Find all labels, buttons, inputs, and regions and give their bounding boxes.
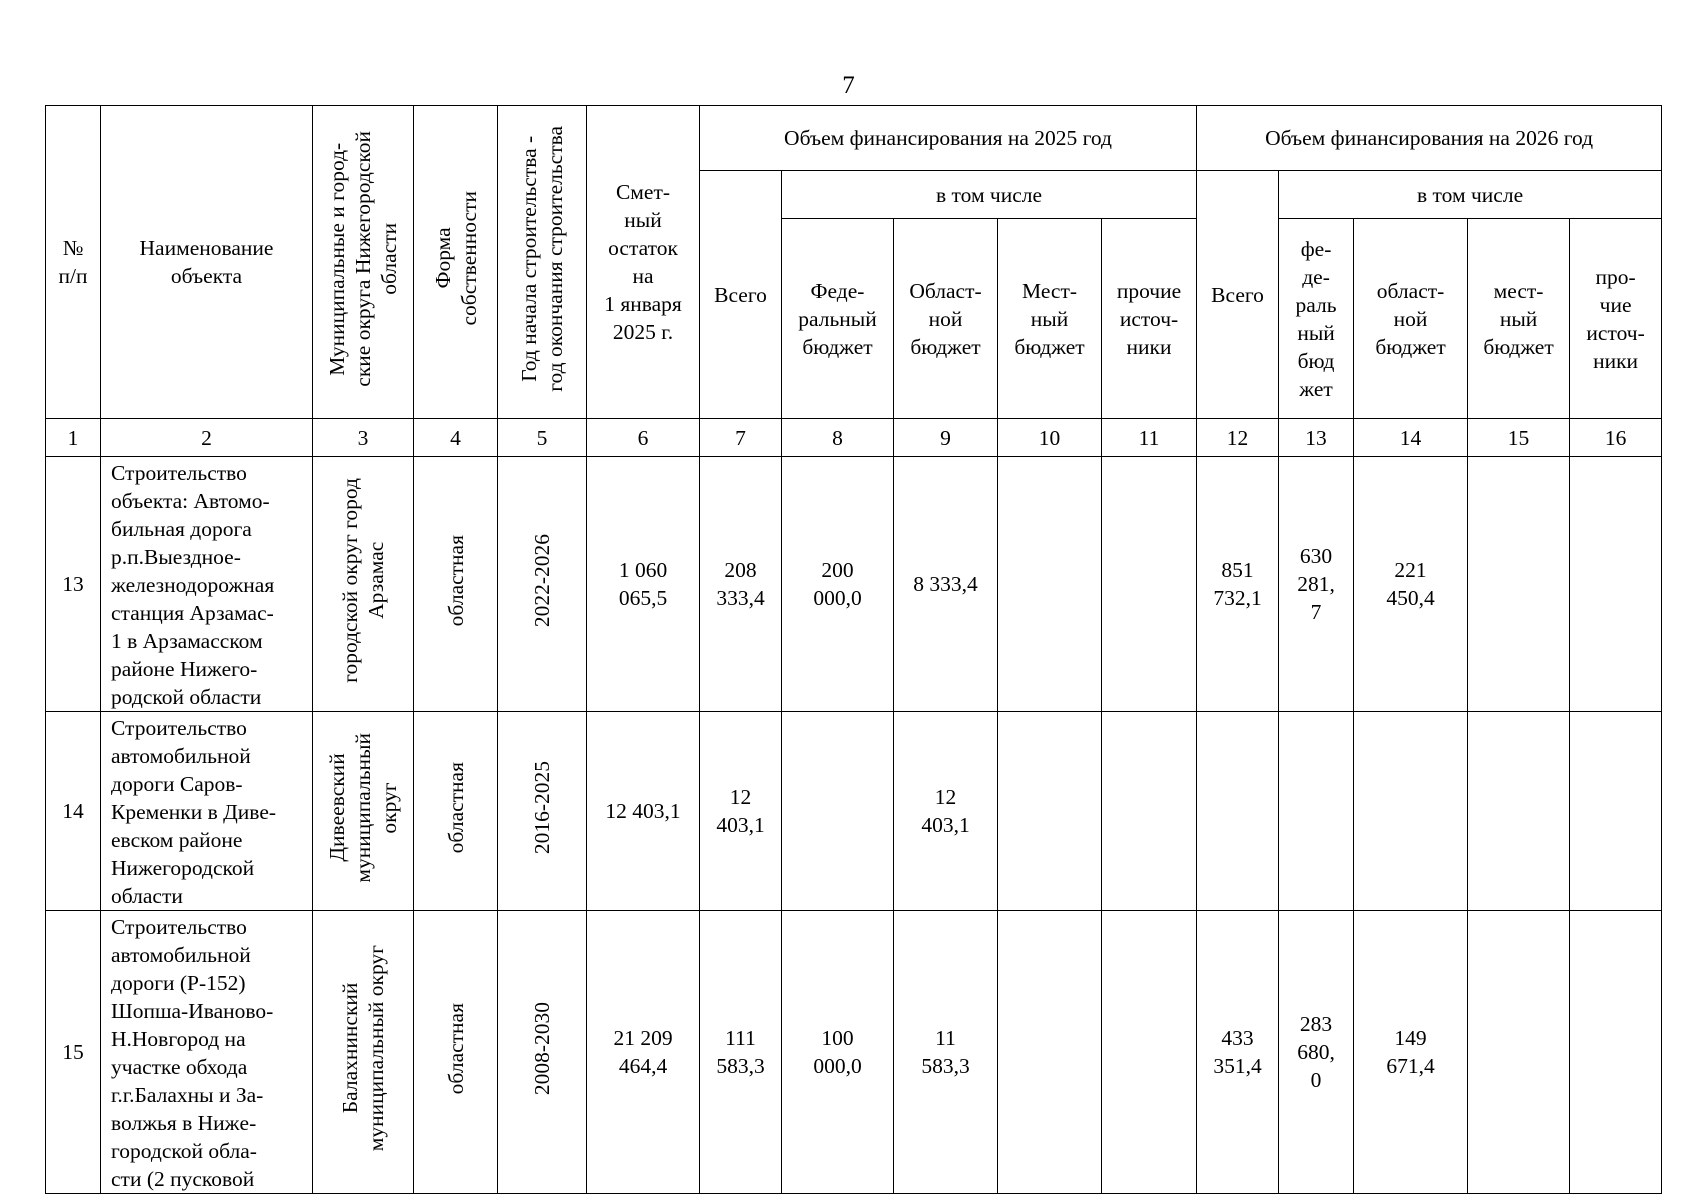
total-2025: 208 333,4 <box>700 457 782 712</box>
remainder: 12 403,1 <box>587 712 700 911</box>
header-incl-2025: в том числе <box>782 171 1197 219</box>
loc-2026 <box>1468 911 1570 1194</box>
header-remainder: Смет- ный остаток на 1 января 2025 г. <box>587 106 700 419</box>
column-number: 13 <box>1279 419 1354 457</box>
municipality: Дивеевский муниципальный округ <box>325 732 401 883</box>
column-number: 3 <box>313 419 414 457</box>
row-num: 15 <box>46 911 101 1194</box>
ownership: областная <box>443 1002 468 1095</box>
column-number: 16 <box>1570 419 1662 457</box>
reg-2025: 8 333,4 <box>894 457 998 712</box>
remainder: 1 060 065,5 <box>587 457 700 712</box>
years-cell <box>498 911 587 1194</box>
header-loc-2025: Мест- ный бюджет <box>998 219 1102 419</box>
years: 2016-2025 <box>530 760 554 855</box>
loc-2025 <box>998 712 1102 911</box>
oth-2026 <box>1570 457 1662 712</box>
fed-2026 <box>1279 712 1354 911</box>
ownership-cell <box>414 457 498 712</box>
table-row <box>46 712 1662 911</box>
header-years: Год начала строительства - год окончания строительства <box>498 106 587 419</box>
reg-2025: 11 583,3 <box>894 911 998 1194</box>
ownership: областная <box>443 761 468 854</box>
column-number: 15 <box>1468 419 1570 457</box>
column-number: 1 <box>46 419 101 457</box>
column-number: 8 <box>782 419 894 457</box>
row-num: 13 <box>46 457 101 712</box>
header-reg-2025: Област- ной бюджет <box>894 219 998 419</box>
municipality: городской округ город Арзамас <box>338 478 388 683</box>
header-incl-2026: в том числе <box>1279 171 1662 219</box>
total-2026: 851 732,1 <box>1197 457 1279 712</box>
table-row <box>46 911 1662 1194</box>
table-row <box>46 457 1662 712</box>
page-number: 7 <box>842 72 855 99</box>
object-name: Строительство объекта: Автомо- бильная дорога р.п.Выездное- железнодорожная станция Арзамас- 1 в Арзамасском районе Нижего- родской области <box>101 457 313 712</box>
years: 2008-2030 <box>530 1001 554 1096</box>
total-2026 <box>1197 712 1279 911</box>
column-number: 9 <box>894 419 998 457</box>
column-number: 4 <box>414 419 498 457</box>
column-number: 12 <box>1197 419 1279 457</box>
object-name: Строительство автомобильной дороги (Р-152) Шопша-Иваново- Н.Новгород на участке обхода г.г.Балахны и За- волжья в Нижe- городской обла- сти (2 пусковой <box>101 911 313 1194</box>
header-ownership: Форма собственности <box>414 106 498 419</box>
column-number: 10 <box>998 419 1102 457</box>
oth-2025 <box>1102 712 1197 911</box>
oth-2026 <box>1570 712 1662 911</box>
oth-2026 <box>1570 911 1662 1194</box>
column-number: 6 <box>587 419 700 457</box>
oth-2025 <box>1102 457 1197 712</box>
column-number: 5 <box>498 419 587 457</box>
total-2025: 111 583,3 <box>700 911 782 1194</box>
municipality-cell <box>313 911 414 1194</box>
header-name: Наименование объекта <box>101 106 313 419</box>
reg-2025: 12 403,1 <box>894 712 998 911</box>
object-name: Строительство автомобильной дороги Саров- Кременки в Диве- евском районе Нижегородской области <box>101 712 313 911</box>
header-oth-2025: прочие источ- ники <box>1102 219 1197 419</box>
financing-table <box>45 105 1662 1194</box>
header-total-2025: Всего <box>700 171 782 419</box>
ownership-cell <box>414 911 498 1194</box>
header-row-1 <box>46 106 1662 171</box>
column-number-row <box>46 419 1662 457</box>
ownership-cell <box>414 712 498 911</box>
header-oth-2026: про- чие источ- ники <box>1570 219 1662 419</box>
reg-2026 <box>1354 712 1468 911</box>
header-group-2025: Объем финансирования на 2025 год <box>700 106 1197 171</box>
municipality: Балахнинский муниципальный округ <box>338 945 388 1152</box>
fed-2025: 200 000,0 <box>782 457 894 712</box>
years: 2022-2026 <box>530 533 554 628</box>
header-municipality: Муниципальные и город- ские округа Нижегородской области <box>313 106 414 419</box>
column-number: 14 <box>1354 419 1468 457</box>
header-num: № п/п <box>46 106 101 419</box>
row-num: 14 <box>46 712 101 911</box>
header-fed-2025: Феде- ральный бюджет <box>782 219 894 419</box>
loc-2026 <box>1468 457 1570 712</box>
years-cell <box>498 712 587 911</box>
municipality-cell <box>313 712 414 911</box>
years-cell <box>498 457 587 712</box>
fed-2026: 283 680, 0 <box>1279 911 1354 1194</box>
column-number: 11 <box>1102 419 1197 457</box>
fed-2026: 630 281, 7 <box>1279 457 1354 712</box>
oth-2025 <box>1102 911 1197 1194</box>
header-loc-2026: мест- ный бюджет <box>1468 219 1570 419</box>
total-2026: 433 351,4 <box>1197 911 1279 1194</box>
loc-2026 <box>1468 712 1570 911</box>
reg-2026: 221 450,4 <box>1354 457 1468 712</box>
header-fed-2026: фе- де- раль ный бюд жет <box>1279 219 1354 419</box>
header-group-2026: Объем финансирования на 2026 год <box>1197 106 1662 171</box>
column-number: 2 <box>101 419 313 457</box>
remainder: 21 209 464,4 <box>587 911 700 1194</box>
total-2025: 12 403,1 <box>700 712 782 911</box>
reg-2026: 149 671,4 <box>1354 911 1468 1194</box>
loc-2025 <box>998 457 1102 712</box>
fed-2025 <box>782 712 894 911</box>
header-total-2026: Всего <box>1197 171 1279 419</box>
column-number: 7 <box>700 419 782 457</box>
municipality-cell <box>313 457 414 712</box>
header-reg-2026: област- ной бюджет <box>1354 219 1468 419</box>
fed-2025: 100 000,0 <box>782 911 894 1194</box>
loc-2025 <box>998 911 1102 1194</box>
ownership: областная <box>443 534 468 627</box>
